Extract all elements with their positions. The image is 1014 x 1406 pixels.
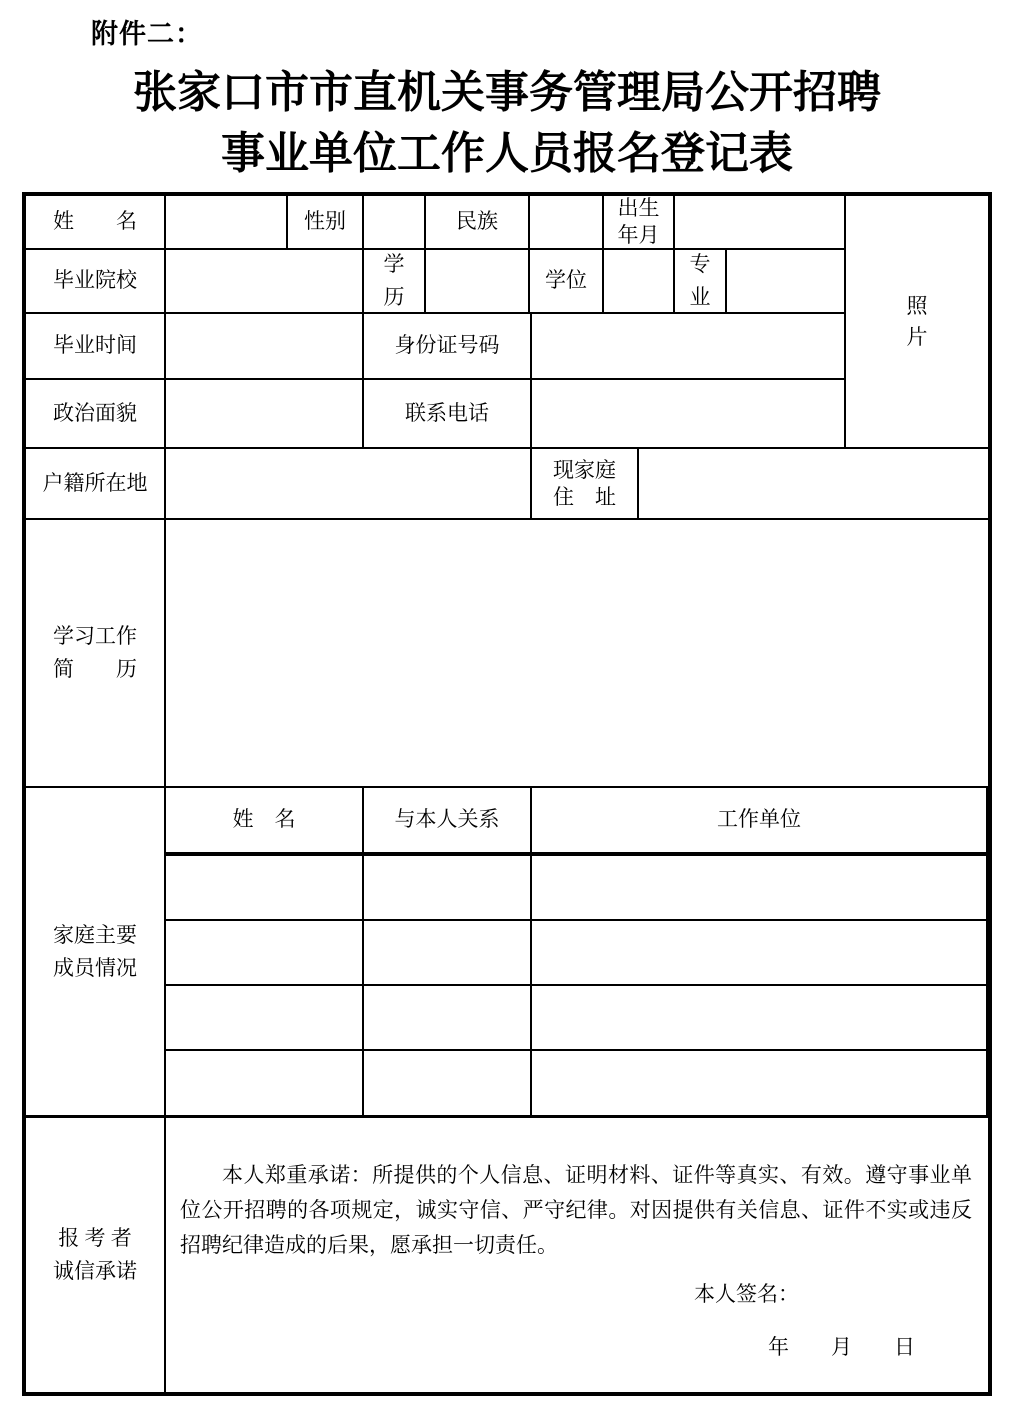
photo-label-line-1: 照 bbox=[906, 294, 928, 319]
id-number-label: 身份证号码 bbox=[364, 314, 532, 378]
family-relation-header: 与本人关系 bbox=[364, 788, 532, 852]
pledge-section bbox=[26, 1118, 988, 1392]
birth-date-field[interactable] bbox=[675, 196, 844, 248]
birth-date-label: 出生 年月 bbox=[604, 196, 675, 248]
education-label: 学 历 bbox=[364, 250, 426, 312]
political-status-label: 政治面貌 bbox=[26, 380, 166, 447]
signature-label: 本人签名： bbox=[694, 1282, 799, 1306]
degree-field[interactable] bbox=[604, 250, 675, 312]
personal-info-section bbox=[26, 196, 988, 449]
graduation-time-label: 毕业时间 bbox=[26, 314, 166, 378]
resume-field[interactable] bbox=[166, 520, 988, 786]
name-label: 姓 名 bbox=[26, 196, 166, 248]
family-workunit-header: 工作单位 bbox=[532, 788, 988, 852]
family-section-label: 家庭主要 成员情况 bbox=[26, 788, 166, 1115]
family-table-header bbox=[166, 788, 988, 856]
family-name-field[interactable] bbox=[166, 856, 364, 919]
row-residence bbox=[26, 449, 988, 518]
name-field[interactable] bbox=[166, 196, 288, 248]
family-name-header: 姓 名 bbox=[166, 788, 364, 852]
family-workunit-field[interactable] bbox=[532, 921, 988, 984]
family-name-field[interactable] bbox=[166, 986, 364, 1049]
family-name-field[interactable] bbox=[166, 921, 364, 984]
political-status-field[interactable] bbox=[166, 380, 364, 447]
residence-section bbox=[26, 449, 988, 520]
date-label: 年 月 日 bbox=[768, 1335, 915, 1360]
education-field[interactable] bbox=[426, 250, 530, 312]
resume-label: 学习工作 简 历 bbox=[26, 520, 166, 786]
ethnicity-label: 民族 bbox=[426, 196, 530, 248]
row-graduation-time bbox=[26, 314, 844, 380]
phone-label: 联系电话 bbox=[364, 380, 532, 447]
major-label: 专 业 bbox=[675, 250, 727, 312]
family-relation-field[interactable] bbox=[364, 986, 532, 1049]
page-title-line-1: 张家口市市直机关事务管理局公开招聘 bbox=[133, 68, 881, 117]
gender-label: 性别 bbox=[288, 196, 364, 248]
current-address-label: 现家庭 住 址 bbox=[532, 449, 639, 518]
pledge-text: 本人郑重承诺：所提供的个人信息、证明材料、证件等真实、有效。遵守事业单位公开招聘的各项规定，诚实守信、严守纪律。对因提供有关信息、证件不实或违反招聘纪律造成的后果，愿承担一切责任。 bbox=[180, 1163, 972, 1257]
row-name bbox=[26, 196, 844, 250]
page-title bbox=[0, 62, 1014, 184]
family-row-4 bbox=[166, 1051, 988, 1115]
personal-info-rows bbox=[26, 196, 844, 447]
pledge-content bbox=[166, 1118, 988, 1392]
family-row-2 bbox=[166, 921, 988, 986]
graduate-school-label: 毕业院校 bbox=[26, 250, 166, 312]
gender-field[interactable] bbox=[364, 196, 426, 248]
family-workunit-field[interactable] bbox=[532, 986, 988, 1049]
resume-section bbox=[26, 520, 988, 788]
pledge-label: 报 考 者 诚信承诺 bbox=[26, 1118, 166, 1392]
family-members-table bbox=[166, 788, 988, 1115]
family-workunit-field[interactable] bbox=[532, 1051, 988, 1115]
registration-form-table bbox=[22, 192, 992, 1396]
row-resume bbox=[26, 520, 988, 786]
major-field[interactable] bbox=[727, 250, 844, 312]
id-number-field[interactable] bbox=[532, 314, 844, 378]
family-relation-field[interactable] bbox=[364, 1051, 532, 1115]
family-relation-field[interactable] bbox=[364, 856, 532, 919]
phone-field[interactable] bbox=[532, 380, 844, 447]
attachment-label: 附件二： bbox=[91, 19, 203, 49]
family-row-1 bbox=[166, 856, 988, 921]
row-political-status bbox=[26, 380, 844, 447]
graduation-time-field[interactable] bbox=[166, 314, 364, 378]
page-title-line-2: 事业单位工作人员报名登记表 bbox=[221, 129, 793, 178]
family-section bbox=[26, 788, 988, 1118]
photo-cell bbox=[844, 196, 988, 447]
registered-residence-field[interactable] bbox=[166, 449, 532, 518]
row-graduate-school bbox=[26, 250, 844, 314]
family-workunit-field[interactable] bbox=[532, 856, 988, 919]
registered-residence-label: 户籍所在地 bbox=[26, 449, 166, 518]
family-name-field[interactable] bbox=[166, 1051, 364, 1115]
degree-label: 学位 bbox=[530, 250, 604, 312]
family-row-3 bbox=[166, 986, 988, 1051]
family-relation-field[interactable] bbox=[364, 921, 532, 984]
graduate-school-field[interactable] bbox=[166, 250, 364, 312]
photo-label-line-2: 片 bbox=[906, 324, 928, 349]
ethnicity-field[interactable] bbox=[530, 196, 604, 248]
current-address-field[interactable] bbox=[639, 449, 988, 518]
